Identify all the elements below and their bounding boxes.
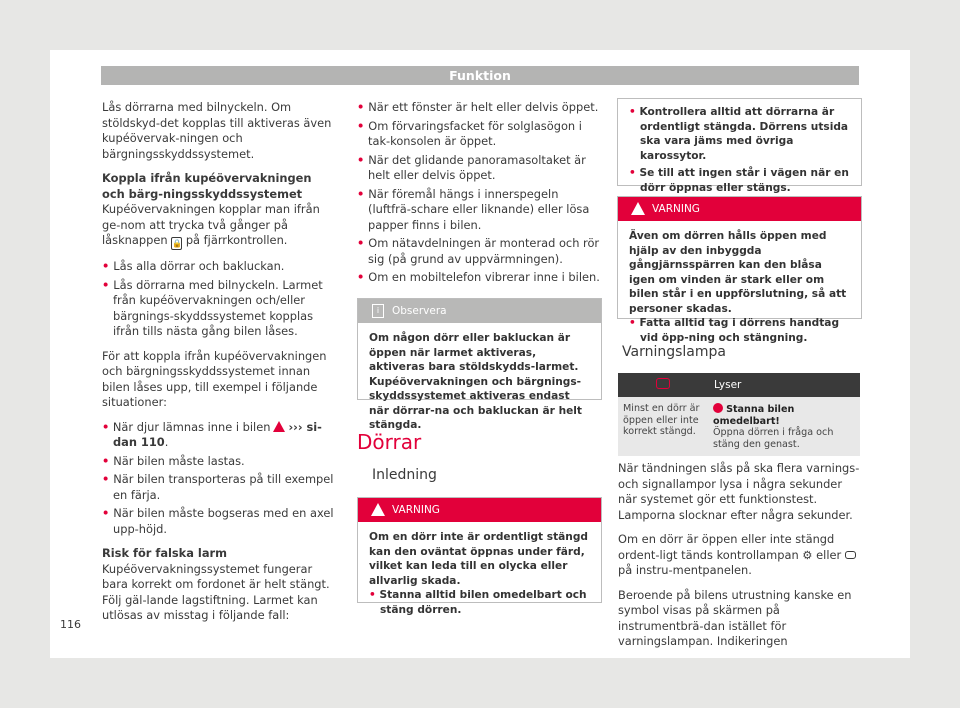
stop-icon <box>713 403 723 413</box>
door-warning-lamp-icon <box>656 378 670 389</box>
warning-triangle-icon <box>631 202 645 215</box>
list-item: • Stanna alltid bilen omedelbart och stäng dörren. <box>369 589 587 616</box>
list-item: • Om förvaringsfacket för solglasögon i tak-konsolen är öppet. <box>357 118 582 148</box>
warning-label: VARNING <box>652 203 700 215</box>
list-item: • När djur lämnas inne i bilen ››› si-dan 110. <box>102 419 322 449</box>
lock-button-icon: 🔒 <box>172 239 183 248</box>
list-item: • Om en mobiltelefon vibrerar inne i bilen. <box>357 270 600 284</box>
paragraph: För att koppla ifrån kupéövervakningen och bärgningsskyddssystemet innan bilen låses upp, till exempel i följande situationer: <box>102 348 327 409</box>
column-2 <box>357 100 601 289</box>
paragraph: När tändningen slås på ska flera varnings-och signallampor lysa i några sekunder när systemet gör ett funktionstest. Lamporna slocknar efter några sekunder. <box>618 461 860 522</box>
table-cell-condition: Minst en dörr är öppen eller inte korrekt stängd. <box>618 397 708 456</box>
subheading-disconnect: Koppla ifrån kupéövervakningen och bärg-ningsskyddssystemet <box>102 171 312 201</box>
table-row: Minst en dörr är öppen eller inte korrekt stängd. Stanna bilen omedelbart! Öppna dörren i fråga och stäng den genast. <box>618 397 860 456</box>
list-item: • När det glidande panoramasoltaket är helt eller delvis öppet. <box>357 152 586 182</box>
list-item: • När bilen transporteras på till exempel en färja. <box>102 472 334 502</box>
subsection-title: Inledning <box>372 467 437 483</box>
bullet-list <box>102 259 338 340</box>
warning-text: Om en dörr inte är ordentligt stängd kan den oväntat öppnas under färd, vilket kan leda till en olycka eller allvarlig skada. <box>369 531 589 587</box>
warning-box <box>617 196 862 344</box>
warning-text: Även om dörren hålls öppen med hjälp av den inbyggda gångjärnsspärren kan den blåsa igen om vinden är stark eller om bilen står i en uppförslutning, så att personer skadas. <box>629 230 847 315</box>
column-3-text <box>618 461 860 659</box>
warning-lamp-table <box>618 373 860 456</box>
list-item: • Lås dörrarna med bilnyckeln. Larmet från kupéövervakningen och/eller bärgnings-skyddssystemet kopplas ifrån tills nästa gång bilen låses. <box>102 277 323 338</box>
page-header-band: Funktion <box>101 66 859 85</box>
bullet-list <box>102 454 338 538</box>
page-number: 116 <box>60 618 81 631</box>
door-warning-lamp-icon <box>845 551 856 559</box>
note-label: Observera <box>392 305 447 317</box>
paragraph: Kupéövervakningssystemet fungerar bara korrekt om fordonet är helt stängt. Följ gäl-lande lagstiftning. Larmet kan utlösas av misstag i följande fall: <box>102 561 330 622</box>
list-item: • När ett fönster är helt eller delvis öppet. <box>357 100 599 114</box>
section-title: Dörrar <box>357 430 422 454</box>
table-header-lyser: Lyser <box>708 373 860 397</box>
table-title: Varningslampa <box>622 344 726 360</box>
paragraph: Kupéövervakningen kopplar man ifrån ge-nom att trycka två gånger på låsknappen 🔒 på fjärrkontrollen. <box>102 202 320 248</box>
paragraph: Beroende på bilens utrustning kanske en symbol visas på skärmen på instrumentbrä-dan istället för varningslampan. Indikeringen <box>618 587 852 648</box>
door-lamp-icon: ⚙ <box>802 547 813 562</box>
warning-continuation-box <box>617 98 862 194</box>
list-item: • Om nätavdelningen är monterad och rör sig (på grund av uppvärmningen). <box>357 236 600 266</box>
list-item: • Fatta alltid tag i dörrens handtag vid öpp-ning och stängning. <box>629 317 840 344</box>
warning-label: VARNING <box>392 504 440 516</box>
list-item: • Se till att ingen står i vägen när en dörr öppnas eller stängs. <box>629 167 849 194</box>
warning-box <box>357 497 602 616</box>
warning-triangle-icon <box>371 503 385 516</box>
paragraph: Om en dörr är öppen eller inte stängd ordent-ligt tänds kontrollampan ⚙ eller på instru-mentpanelen. <box>618 532 860 579</box>
list-item: • När bilen måste lastas. <box>102 453 245 468</box>
page-reference-link[interactable]: ››› si-dan 110 <box>113 419 322 449</box>
paragraph: Lås dörrarna med bilnyckeln. Om stöldskyd-det kopplas till aktiveras även kupéövervak-ningen och bärgningsskyddssystemet. <box>102 100 332 161</box>
list-item: • När föremål hängs i innerspegeln (luftfrä-schare eller liknande) eller lösa papper finns i bilen. <box>357 186 590 232</box>
subheading-false-alarm: Risk för falska larm <box>102 546 227 560</box>
list-item: • Lås alla dörrar och bakluckan. <box>102 259 285 273</box>
column-1 <box>102 100 338 633</box>
note-text: Om någon dörr eller bakluckan är öppen när larmet aktiveras, aktiveras bara stöldskydds-larmet. Kupéövervakningen och bärgnings-skyddssystemet aktiveras endast när dörrar-na och bakluckan är helt stängda. <box>369 332 582 431</box>
list-item: • Kontrollera alltid att dörrarna är ordentligt stängda. Dörrens utsida ska vara jäms med övriga karossytor. <box>629 106 849 162</box>
bullet-list <box>357 100 601 286</box>
note-box <box>357 298 602 431</box>
warning-triangle-icon <box>273 421 285 432</box>
list-item: • När bilen måste bogseras med en axel upp-höjd. <box>102 506 334 536</box>
info-icon: i <box>372 304 384 318</box>
